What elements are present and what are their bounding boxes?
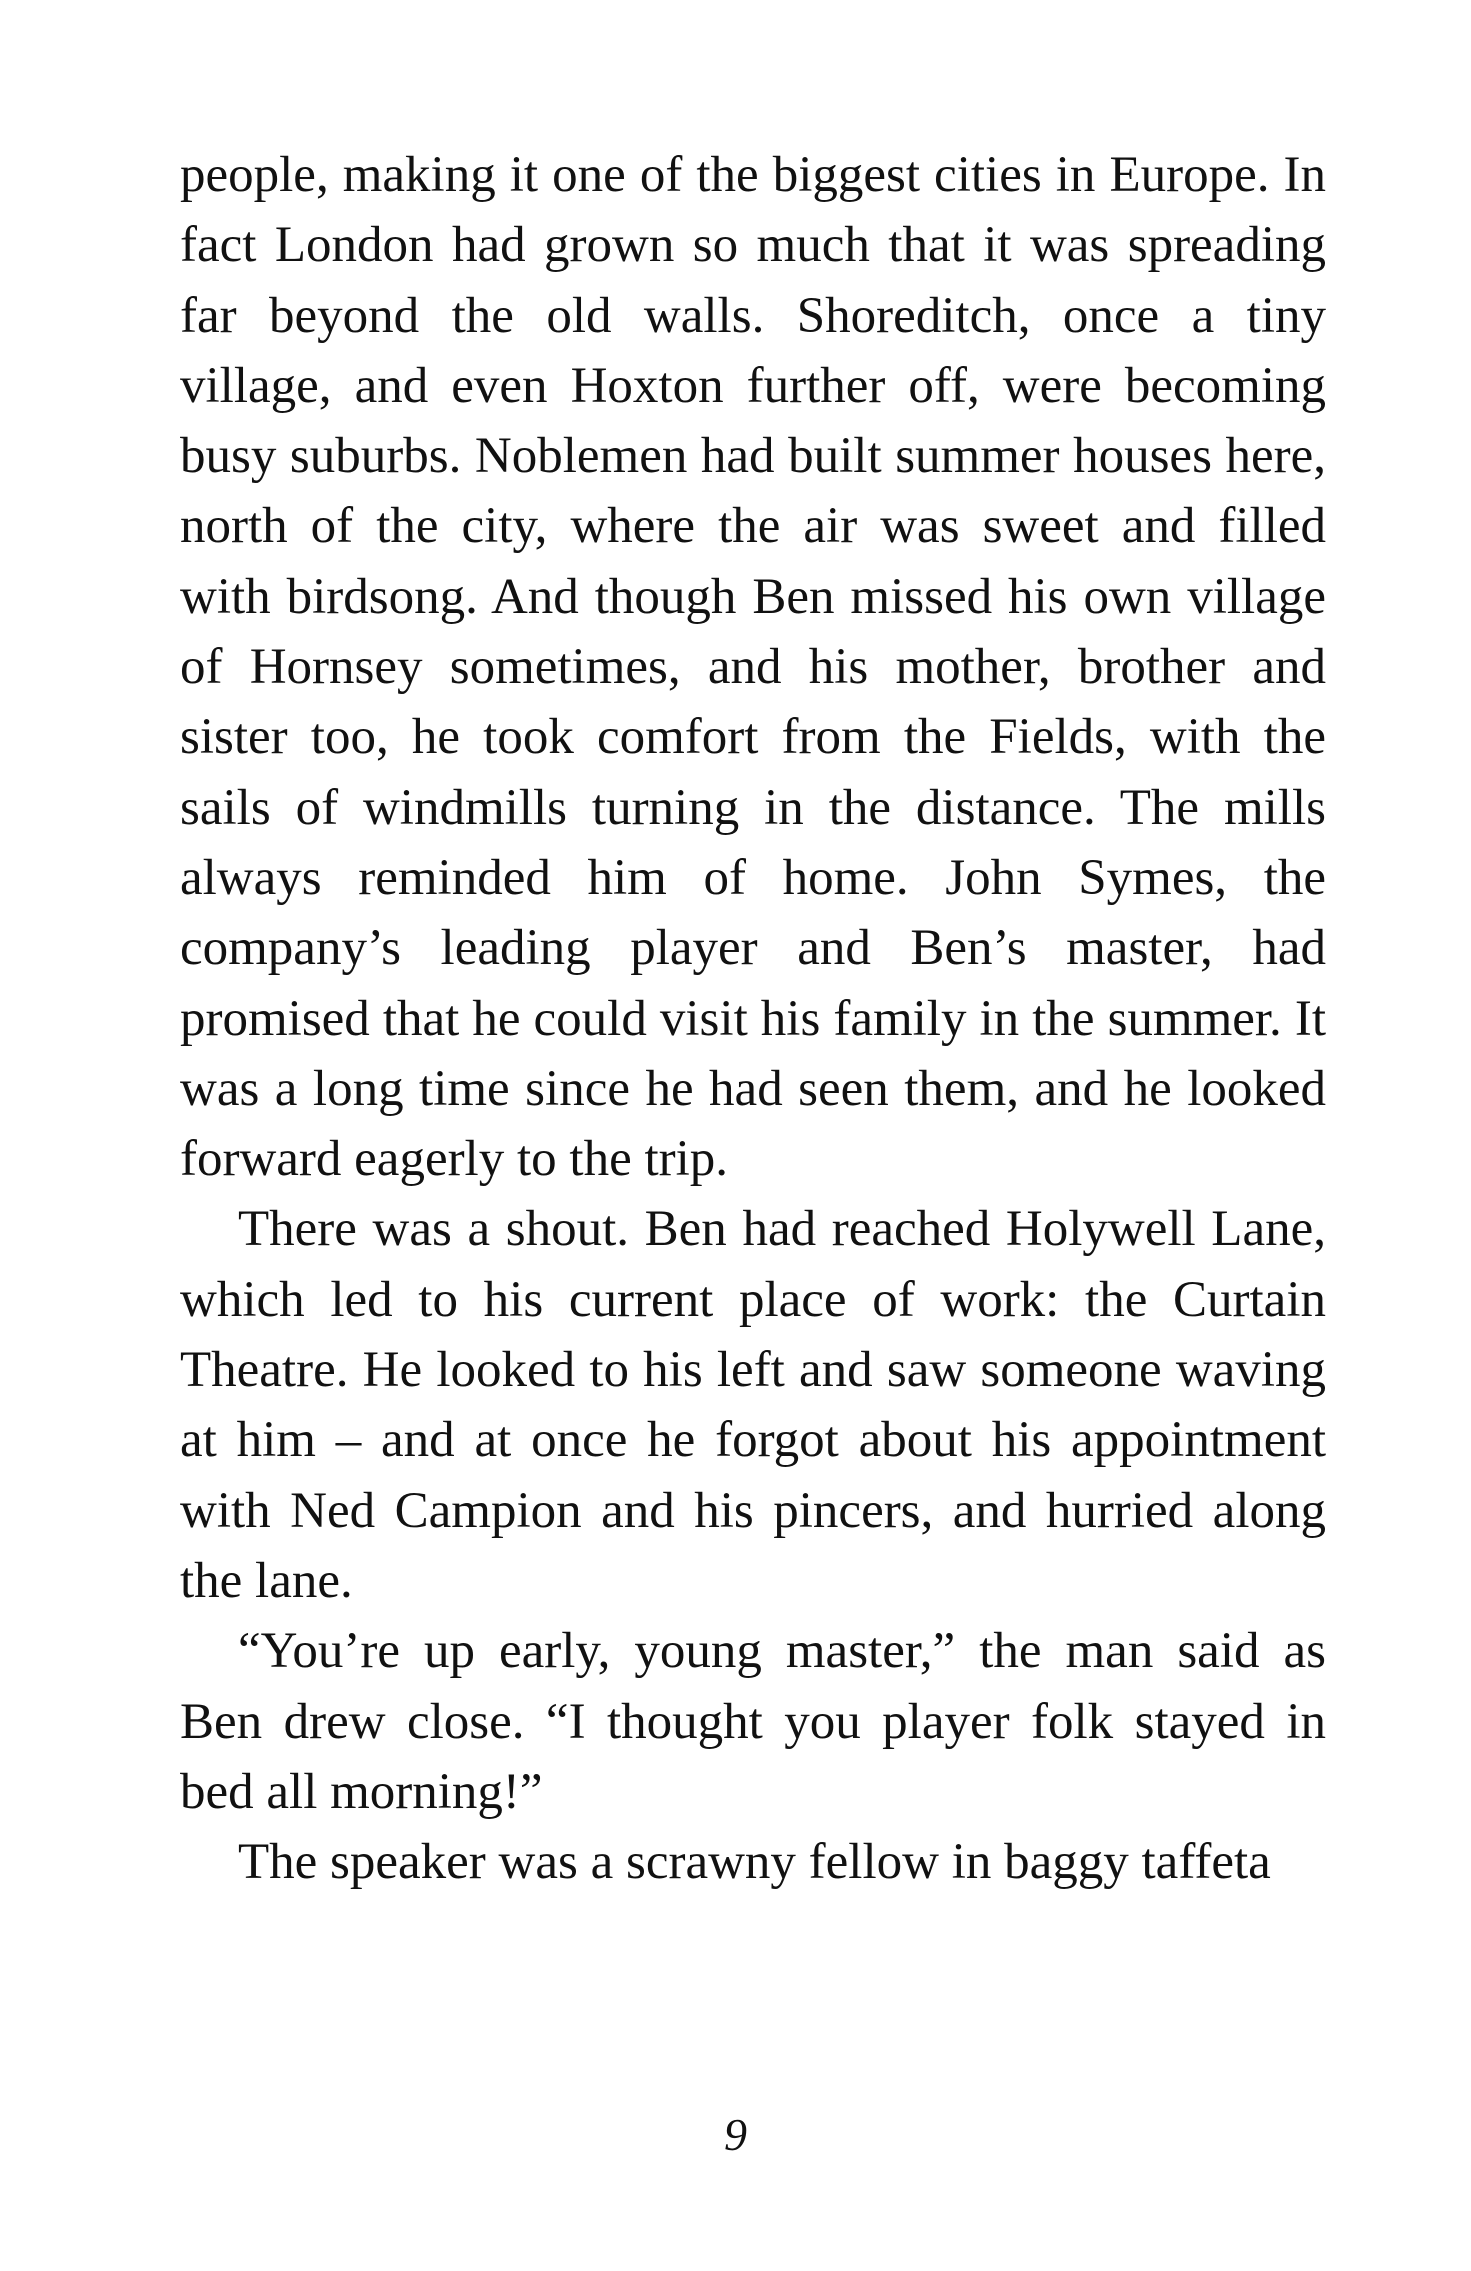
paragraph: The speaker was a scrawny fellow in baggy taffeta [238, 1834, 1271, 1891]
paragraph-continued: people, making it one of the biggest cities in Europe. In fact London had grown so much that it was spreading far beyond the old walls. Shoreditch, once a tiny village, and even Hoxton further off, were becoming busy suburbs. Noblemen had built summer houses here, north of the city, where the air was sweet and filled with birdsong. And though Ben missed his own village of Hornsey sometimes, and his mother, brother and sister too, he took comfort from the Fields, with the sails of windmills turning in the distance. The mills always reminded him of home. John Symes, the company’s leading player and Ben’s master, had promised that he could visit his family in the summer. It was a long time since he had seen them, and he looked forward eagerly to the trip. [180, 147, 1326, 1188]
paragraph: There was a shout. Ben had reached Holywell Lane, which led to his current place of work: the Curtain Theatre. He looked to his left and saw someone waving at him – and at once he forgot about his appointment with Ned Campion and his pincers, and hurried along the lane. [180, 1201, 1326, 1609]
paragraph-dialogue: “You’re up early, young master,” the man said as Ben drew close. “I thought you player folk stayed in bed all morning!” [180, 1623, 1326, 1820]
body-text [180, 140, 1326, 1897]
page-number: 9 [724, 2109, 747, 2160]
